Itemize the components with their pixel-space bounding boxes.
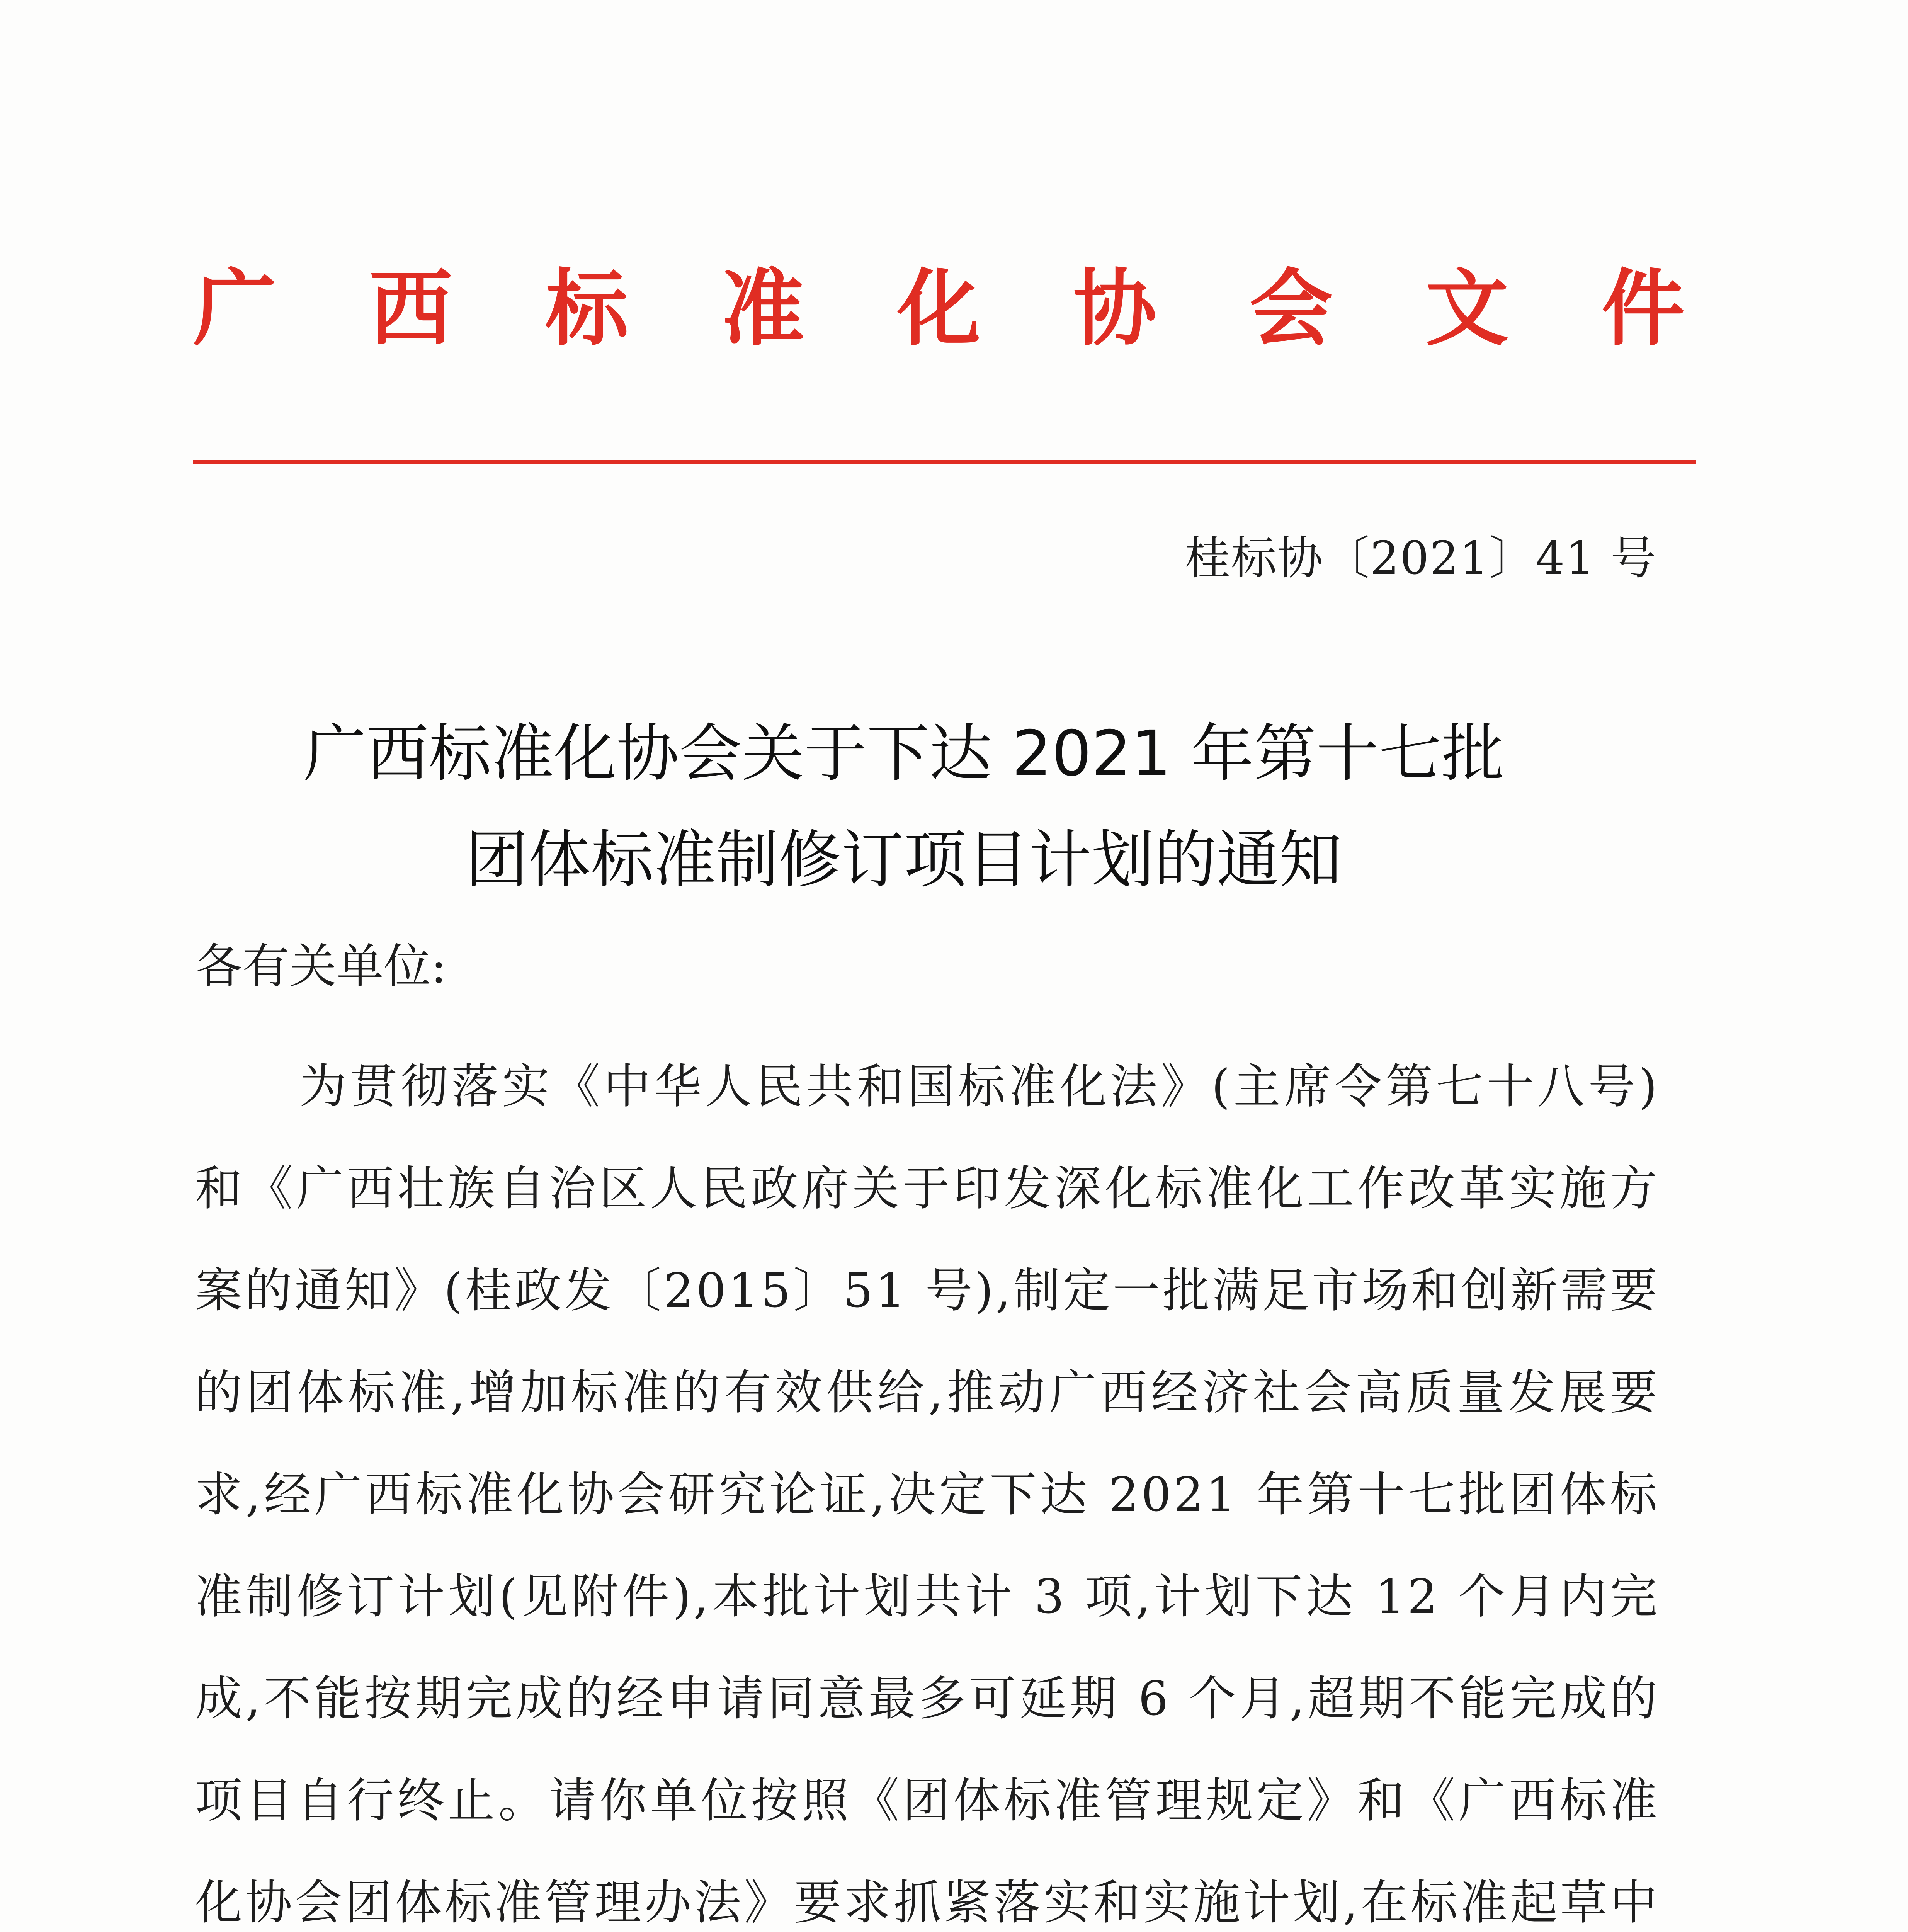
header-char: 西 (369, 259, 452, 357)
header-char: 标 (545, 259, 629, 357)
body-paragraph: 为贯彻落实《中华人民共和国标准化法》(主席令第七十八号)和《广西壮族自治区人民政府关于印发深化标准化工作改革实施方案的通知》(桂政发〔2015〕51 号),制定一批满足市场和创新需要的团体标准,增加标准的有效供给,推动广西经济社会高质量发展要求,经广西标准化协会研究论证,决定下达 2021 年第十七批团体标准制修订计划(见附件),本批计划共计 3 项,计划下达 12 个月内完成,不能按期完成的经申请同意最多可延期 6 个月,超期不能完成的项目自行终止。请你单位按照《团体标准管理规定》和《广西标准化协会团体标准管理办法》要求抓紧落实和实施计划,在标准起草中 (195, 1059, 1660, 1930)
salutation: 各有关单位: (195, 939, 447, 994)
document-title-line-2: 团体标准制修订项目计划的通知 (466, 824, 1342, 896)
header-char: 件 (1602, 259, 1685, 357)
header-char: 准 (721, 259, 804, 357)
document-title-line-1: 广西标准化协会关于下达 2021 年第十七批 (303, 718, 1504, 790)
issuing-org-header (193, 259, 1685, 357)
header-char: 化 (897, 259, 981, 357)
header-char: 广 (193, 259, 276, 357)
header-char: 文 (1425, 259, 1509, 357)
header-char: 会 (1249, 259, 1333, 357)
header-divider-rule (193, 460, 1696, 464)
document-number: 桂标协〔2021〕41 号 (1185, 531, 1657, 585)
header-char: 协 (1073, 259, 1157, 357)
